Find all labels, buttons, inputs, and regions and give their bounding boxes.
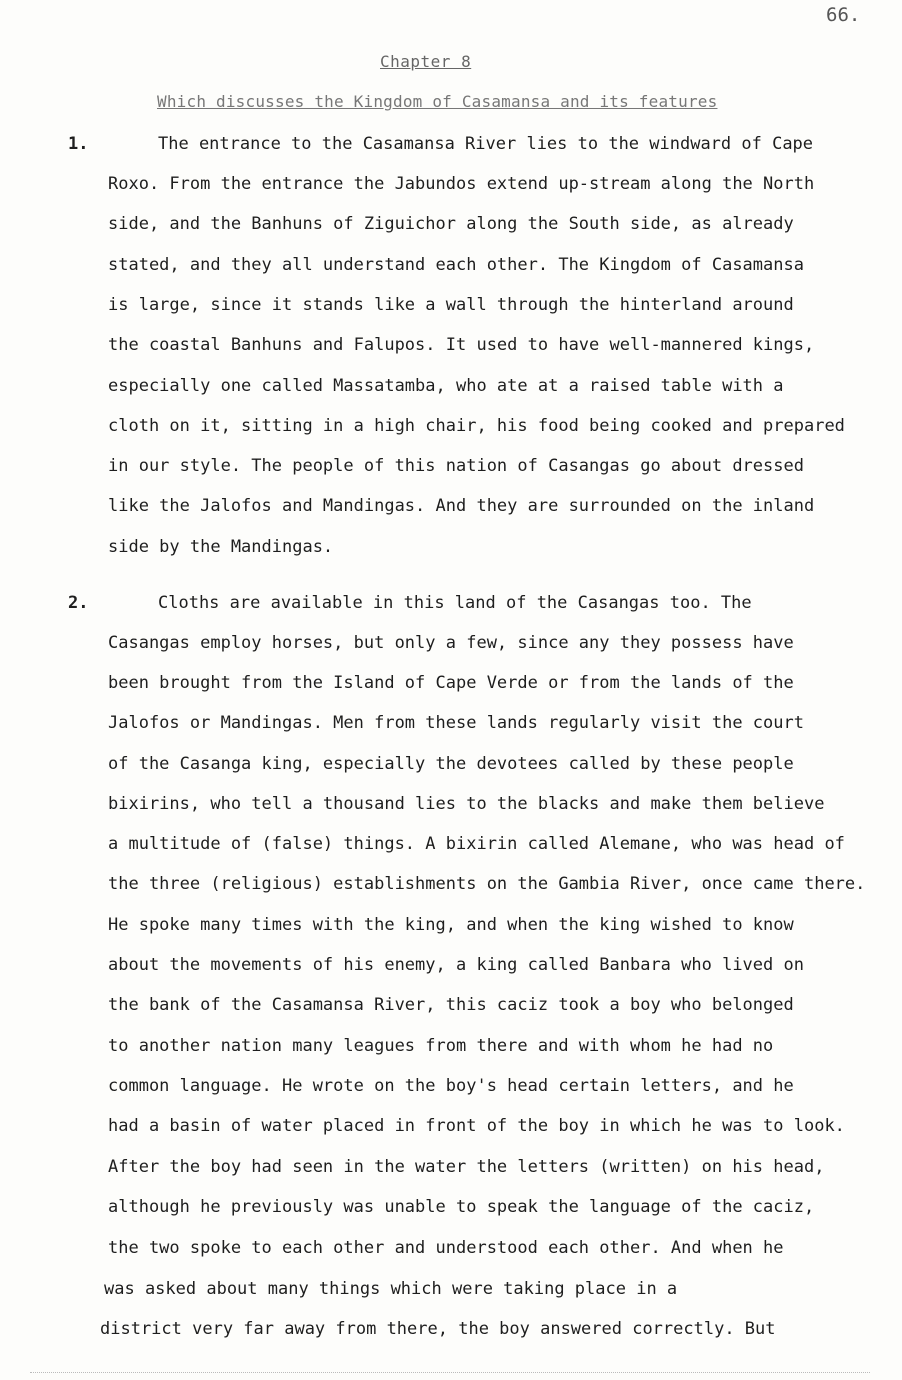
text-line: side, and the Banhuns of Ziguichor along the South side, as already <box>108 214 794 234</box>
text-line: district very far away from there, the boy answered correctly. But <box>100 1319 776 1339</box>
text-line: to another nation many leagues from there and with whom he had no <box>108 1036 774 1056</box>
text-line: the three (religious) establishments on the Gambia River, once came there. <box>108 874 866 894</box>
text-line: was asked about many things which were taking place in a <box>104 1279 678 1299</box>
bottom-divider <box>30 1372 870 1373</box>
text-line: especially one called Massatamba, who ate at a raised table with a <box>108 376 784 396</box>
text-line: Casangas employ horses, but only a few, since any they possess have <box>108 633 794 653</box>
text-line: Cloths are available in this land of the Casangas too. The <box>158 593 752 613</box>
text-line: The entrance to the Casamansa River lies to the windward of Cape <box>158 134 814 154</box>
page-number: 66. <box>826 4 861 26</box>
text-line: He spoke many times with the king, and when the king wished to know <box>108 915 794 935</box>
text-line: a multitude of (false) things. A bixirin called Alemane, who was head of <box>108 834 845 854</box>
text-line: is large, since it stands like a wall through the hinterland around <box>108 295 794 315</box>
text-line: the two spoke to each other and understood each other. And when he <box>108 1238 784 1258</box>
chapter-subtitle: Which discusses the Kingdom of Casamansa and its features <box>157 92 718 111</box>
text-line: After the boy had seen in the water the letters (written) on his head, <box>108 1157 825 1177</box>
text-line: bixirins, who tell a thousand lies to the blacks and make them believe <box>108 794 825 814</box>
text-line: stated, and they all understand each other. The Kingdom of Casamansa <box>108 255 804 275</box>
chapter-heading: Chapter 8 <box>380 52 472 71</box>
text-line: in our style. The people of this nation of Casangas go about dressed <box>108 456 804 476</box>
paragraph-number: 1. <box>68 134 89 154</box>
text-line: like the Jalofos and Mandingas. And they are surrounded on the inland <box>108 496 815 516</box>
text-line: been brought from the Island of Cape Verde or from the lands of the <box>108 673 794 693</box>
text-line: cloth on it, sitting in a high chair, his food being cooked and prepared <box>108 416 845 436</box>
paragraph-number: 2. <box>68 593 89 613</box>
text-line: the bank of the Casamansa River, this caciz took a boy who belonged <box>108 995 794 1015</box>
text-line: although he previously was unable to speak the language of the caciz, <box>108 1197 815 1217</box>
text-line: had a basin of water placed in front of the boy in which he was to look. <box>108 1116 845 1136</box>
text-line: of the Casanga king, especially the devotees called by these people <box>108 754 794 774</box>
text-line: common language. He wrote on the boy's head certain letters, and he <box>108 1076 794 1096</box>
text-line: Jalofos or Mandingas. Men from these lands regularly visit the court <box>108 713 804 733</box>
text-line: side by the Mandingas. <box>108 537 334 557</box>
text-line: about the movements of his enemy, a king called Banbara who lived on <box>108 955 804 975</box>
text-line: the coastal Banhuns and Falupos. It used to have well-mannered kings, <box>108 335 815 355</box>
text-line: Roxo. From the entrance the Jabundos extend up-stream along the North <box>108 174 815 194</box>
